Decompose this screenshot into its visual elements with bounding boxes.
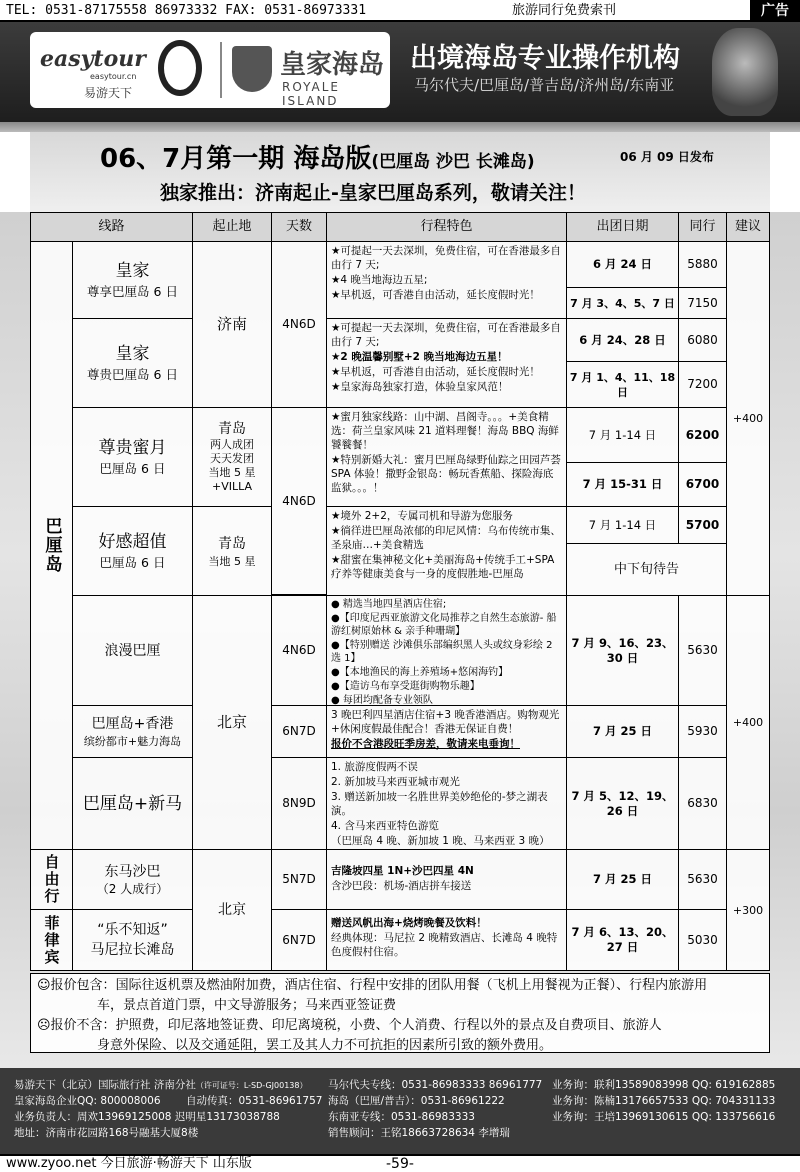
price-r9: 5030	[678, 909, 727, 971]
suggest-r8-9: +300	[726, 849, 770, 971]
banner-title: 出境海岛专业操作机构	[410, 43, 680, 74]
price-r6: 5930	[678, 705, 727, 758]
features-r6	[326, 705, 567, 758]
features-r4	[326, 506, 567, 596]
feat-r3-1: ★蜜月独家线路：山中湖、昌阁寺。。。+美食精选：荷兰皇家风味 21 道料理餐！海岛 BBQ 海鲜饕餮餐！	[331, 411, 559, 451]
date-r9: 7 月 6、13、20、27 日	[566, 909, 679, 971]
group-bali-label: 巴厘岛	[41, 517, 62, 574]
footer-row-1	[14, 1078, 794, 1093]
route-r1-name: 皇家	[115, 261, 150, 281]
tagline: 旅游同行免费索刊	[512, 3, 617, 18]
includes-line2: 车，景点首道门票，中文导游服务；马来西亚签证费	[97, 998, 397, 1013]
feat-r4-3: ★甜蜜在集神秘文化+美丽海岛+传统手工+SPA 疗养等健康美食与一身的度假胜地-巴厘岛	[331, 554, 555, 580]
date-r7: 7 月 5、12、19、26 日	[566, 757, 679, 850]
contact-numbers: TEL: 0531-87175558 86973332 FAX: 0531-86973331	[6, 3, 367, 18]
feat-r7-2: 2. 新加坡马来西亚城市观光	[331, 776, 460, 788]
footer-qq: 皇家海岛企业QQ: 800008006	[14, 1095, 161, 1107]
group-free-label: 自由行	[42, 854, 61, 905]
feat-r5-3: ●【特别赠送 沙滩俱乐部编织黑人头或纹身彩绘 2 选 1】	[331, 640, 553, 664]
slogan: 独家推出：济南起止-皇家巴厘岛系列，敬请关注！	[160, 182, 586, 204]
feat-r5-5: ●【造访乌布享受逛街购物乐趣】	[331, 681, 480, 692]
date-r2-1: 6 月 24、28 日	[566, 318, 679, 362]
date-r8: 7 月 25 日	[566, 849, 679, 910]
col-route: 线路	[30, 212, 193, 242]
features-r8	[326, 849, 567, 910]
route-r3-sub: 巴厘岛 6 日	[99, 461, 166, 476]
date-r3-2: 7 月 15-31 日	[566, 462, 679, 507]
route-r5-name: 浪漫巴厘	[104, 642, 161, 659]
price-notes	[30, 973, 770, 1053]
footer-license: （许可证号：L-SD-GJ00138）	[195, 1081, 308, 1090]
footer-contact-3: 业务询：王培13969130615 QQ: 133756616	[552, 1111, 776, 1123]
easytour-url: easytour.cn	[90, 72, 137, 81]
includes-line1: 国际往返机票及燃油附加费，酒店住宿、行程中安排的团队用餐（飞机上用餐视为正餐）、行程内旅游用	[115, 978, 708, 993]
royale-en: ROYALE ISLAND	[282, 80, 341, 108]
days-r5: 4N6D	[271, 595, 327, 706]
features-r7	[326, 757, 567, 850]
col-origin: 起止地	[192, 212, 272, 242]
price-r8: 5630	[678, 849, 727, 910]
origin-r3-l4: 当地 5 星	[208, 466, 256, 479]
features-r9	[326, 909, 567, 971]
royale-cn: 皇家海岛	[280, 50, 385, 80]
date-r1-2: 7 月 3、4、5、7 日	[566, 287, 679, 319]
features-r3	[326, 407, 567, 507]
ad-badge: 广告	[750, 0, 800, 22]
price-r2-2: 7200	[678, 361, 727, 408]
origin-r3-l2: 两人成团	[210, 438, 254, 451]
page-number: -59-	[386, 1156, 414, 1172]
excludes-line1: 护照费，印尼落地签证费、印尼离境税，小费、个人消费、行程以外的景点及自费项目、旅游人	[115, 1018, 662, 1033]
feat-r5-2: ●【印度尼西亚旅游文化局推荐之自然生态旅游- 船游红树原始林 & 亲手种珊瑚】	[331, 613, 557, 637]
route-r2-sub: 尊贵巴厘岛 6 日	[87, 367, 178, 382]
footer-address: 地址：济南市花园路168号融基大厦8楼	[14, 1127, 199, 1139]
days-r1: 4N6D	[271, 241, 327, 408]
price-r5: 5630	[678, 595, 727, 706]
col-features: 行程特色	[326, 212, 567, 242]
date-r1-1: 6 月 24 日	[566, 241, 679, 288]
origin-r8-9: 北京	[192, 849, 272, 971]
col-dates: 出团日期	[566, 212, 679, 242]
footer-agency: 易游天下（北京）国际旅行社 济南分社	[14, 1079, 196, 1091]
banner-subtitle: 马尔代夫/巴厘岛/普吉岛/济州岛/东南亚	[414, 76, 675, 94]
origin-r3-city: 青岛	[218, 421, 246, 437]
col-days: 天数	[271, 212, 327, 242]
origin-r3-l3: 天天发团	[210, 452, 254, 465]
feat-r2-3: ★早机返，可香港自由活动，延长度假时光！	[331, 366, 540, 378]
footer-sales: 销售顾问：王铭18663728634 李增瑞	[328, 1127, 510, 1139]
route-r9	[72, 909, 193, 971]
feat-r8-1: 吉隆坡四星 1N+沙巴四星 4N	[331, 865, 474, 877]
footer-row-2	[14, 1094, 794, 1108]
price-r3-2: 6700	[678, 462, 727, 507]
feat-r6-2: 报价不含港段旺季房差，敬请来电垂询！	[331, 738, 520, 750]
route-r1-sub: 尊享巴厘岛 6 日	[87, 284, 178, 299]
suggest-r5-7: +400	[726, 595, 770, 850]
group-free	[30, 849, 73, 910]
date-r5: 7 月 9、16、23、30 日	[566, 595, 679, 706]
feat-r9-1: 赠送风帆出海+烧烤晚餐及饮料！	[331, 917, 487, 929]
route-r8-sub: （2 人成行）	[96, 882, 169, 896]
route-r9-name: “乐不知返”	[97, 922, 168, 938]
route-r3	[72, 407, 193, 507]
features-r1	[326, 241, 567, 319]
route-r8	[72, 849, 193, 910]
route-r4-name: 好感超值	[98, 532, 167, 552]
feat-r1-2: ★4 晚当地海边五星;	[331, 274, 428, 286]
footer-contact-2: 业务询：陈楠13176657533 QQ: 704331133	[552, 1095, 776, 1107]
features-r2	[326, 318, 567, 408]
page-footer	[0, 1154, 800, 1172]
issue-title-paren: (巴厘岛 沙巴 长滩岛)	[371, 152, 535, 172]
footer-islands: 海岛（巴厘/普吉）：0531-86961222	[328, 1095, 505, 1107]
publish-date: 06 月 09 日发布	[620, 150, 714, 164]
feat-r4-1: ★境外 2+2，专属司机和导游为您服务	[331, 510, 513, 522]
origin-beijing: 北京	[192, 595, 272, 850]
route-r4	[72, 506, 193, 596]
footer-fax: 自动传真：0531-86961757	[186, 1095, 323, 1107]
origin-jinan: 济南	[192, 241, 272, 408]
origin-r3	[192, 407, 272, 507]
footer-row-3	[14, 1110, 794, 1124]
days-r3: 4N6D	[271, 407, 327, 595]
features-r5	[326, 595, 567, 706]
easytour-logo: easytour	[40, 46, 146, 72]
feat-r7-1: 1. 旅游度假两不误	[331, 761, 418, 773]
feat-r7-5: （巴厘岛 4 晚、新加坡 1 晚、马来西亚 3 晚）	[331, 835, 550, 847]
feat-r4-2: ★徜徉进巴厘岛浓郁的印尼风情：乌布传统市集、圣泉庙…+美食精选	[331, 525, 561, 551]
route-r2-name: 皇家	[115, 344, 150, 364]
excludes	[37, 1016, 763, 1036]
issue-title-main: 06、7月第一期 海岛版	[100, 144, 372, 174]
easytour-cn: 易游天下	[84, 86, 133, 100]
feat-r5-1: ● 精选当地四星酒店住宿;	[331, 599, 447, 610]
route-r2	[72, 318, 193, 408]
date-r6: 7 月 25 日	[566, 705, 679, 758]
route-r1	[72, 241, 193, 319]
route-r4-sub: 巴厘岛 6 日	[99, 555, 166, 570]
col-suggest: 建议	[726, 212, 770, 242]
route-r7-name: 巴厘岛+新马	[82, 793, 183, 814]
route-r5	[72, 595, 193, 706]
feat-r5-4: ●【本地渔民的海上养殖场+悠闲海钓】	[331, 667, 509, 678]
date-r4-2: 中下旬待告	[566, 543, 727, 596]
col-price: 同行	[678, 212, 727, 242]
days-r9: 6N7D	[271, 909, 327, 971]
date-r3-1: 7 月 1-14 日	[566, 407, 679, 463]
footer-contacts	[0, 1068, 800, 1154]
feat-r2-1: ★可提起一天去深圳，免费住宿，可在香港最多自由行 7 天;	[331, 322, 561, 348]
days-r7: 8N9D	[271, 757, 327, 850]
includes	[37, 976, 763, 996]
footer-contact-1: 业务询：联利13589083998 QQ: 619162885	[552, 1079, 776, 1091]
feat-r6-1: 3 晚巴利四星酒店住宿+3 晚香港酒店。购物观光+休闲度假最佳配合！香港无保证自费！	[331, 709, 560, 735]
date-r4-1: 7 月 1-14 日	[566, 506, 679, 544]
price-r2-1: 6080	[678, 318, 727, 362]
footer-maldives: 马尔代夫专线：0531-86983333 86961777	[328, 1079, 543, 1091]
feat-r1-1: ★可提起一天去深圳，免费住宿，可在香港最多自由行 7 天;	[331, 245, 561, 271]
group-bali	[30, 241, 73, 850]
feat-r1-3: ★早机返，可香港自由活动，延长度假时光！	[331, 289, 540, 301]
feat-r7-3: 3. 赠送新加坡一名胜世界美妙绝伦的-梦之湖表演。	[331, 791, 548, 817]
route-r6	[72, 705, 193, 758]
route-r7	[72, 757, 193, 850]
footer-sea: 东南亚专线：0531-86983333	[328, 1111, 475, 1123]
origin-r4-l2: 当地 5 星	[208, 554, 256, 568]
route-r9-sub: 马尼拉长滩岛	[90, 942, 175, 958]
feat-r2-2: ★2 晚温馨别墅+2 晚当地海边五星！	[331, 351, 508, 363]
feat-r8-2: 含沙巴段：机场-酒店拼车接送	[331, 880, 472, 892]
origin-r3-l5: +VILLA	[211, 480, 253, 493]
group-ph	[30, 909, 73, 971]
feat-r5-6: ● 每团均配备专业领队	[331, 695, 433, 706]
excludes-label: ☹报价不含：	[37, 1018, 116, 1033]
footer-manager: 业务负责人：周欢13969125008 迟明星13173038788	[14, 1111, 280, 1123]
days-r6: 6N7D	[271, 705, 327, 758]
suggest-r1-4: +400	[726, 241, 770, 596]
price-r3-1: 6200	[678, 407, 727, 463]
price-r1-1: 5880	[678, 241, 727, 288]
excludes-line2: 身意外保险、以及交通延阻，罢工及其人力不可抗拒的因素所引致的额外费用。	[97, 1038, 553, 1053]
route-r8-name: 东马沙巴	[104, 864, 161, 880]
site-line: www.zyoo.net 今日旅游·畅游天下 山东版	[6, 1156, 252, 1171]
date-r2-2: 7 月 1、4、11、18 日	[566, 361, 679, 408]
days-r8: 5N7D	[271, 849, 327, 910]
price-r7: 6830	[678, 757, 727, 850]
includes-label: ☺报价包含：	[37, 978, 116, 993]
origin-r4-city: 青岛	[218, 535, 246, 552]
route-r6-sub: 缤纷都市+魅力海岛	[83, 735, 182, 748]
price-r4-1: 5700	[678, 506, 727, 544]
origin-r4	[192, 506, 272, 596]
route-r6-name: 巴厘岛+香港	[91, 716, 174, 732]
footer-row-4	[14, 1126, 794, 1140]
feat-r7-4: 4. 含马来西亚特色游览	[331, 820, 439, 832]
route-r3-name: 尊贵蜜月	[98, 438, 167, 458]
price-r1-2: 7150	[678, 287, 727, 319]
group-ph-label: 菲律宾	[42, 914, 61, 966]
feat-r3-2: ★特别新婚大礼：蜜月巴厘岛绿野仙踪之田园芦荟 SPA 体验！撒野金银岛：畅玩香蕉船、探险海底监狱。。。！	[331, 454, 561, 494]
feat-r2-4: ★皇家海岛独家打造，体验皇家风范！	[331, 381, 509, 393]
feat-r9-2: 经典体现：马尼拉 2 晚精致酒店、长滩岛 4 晚特色度假村住宿。	[331, 932, 558, 958]
